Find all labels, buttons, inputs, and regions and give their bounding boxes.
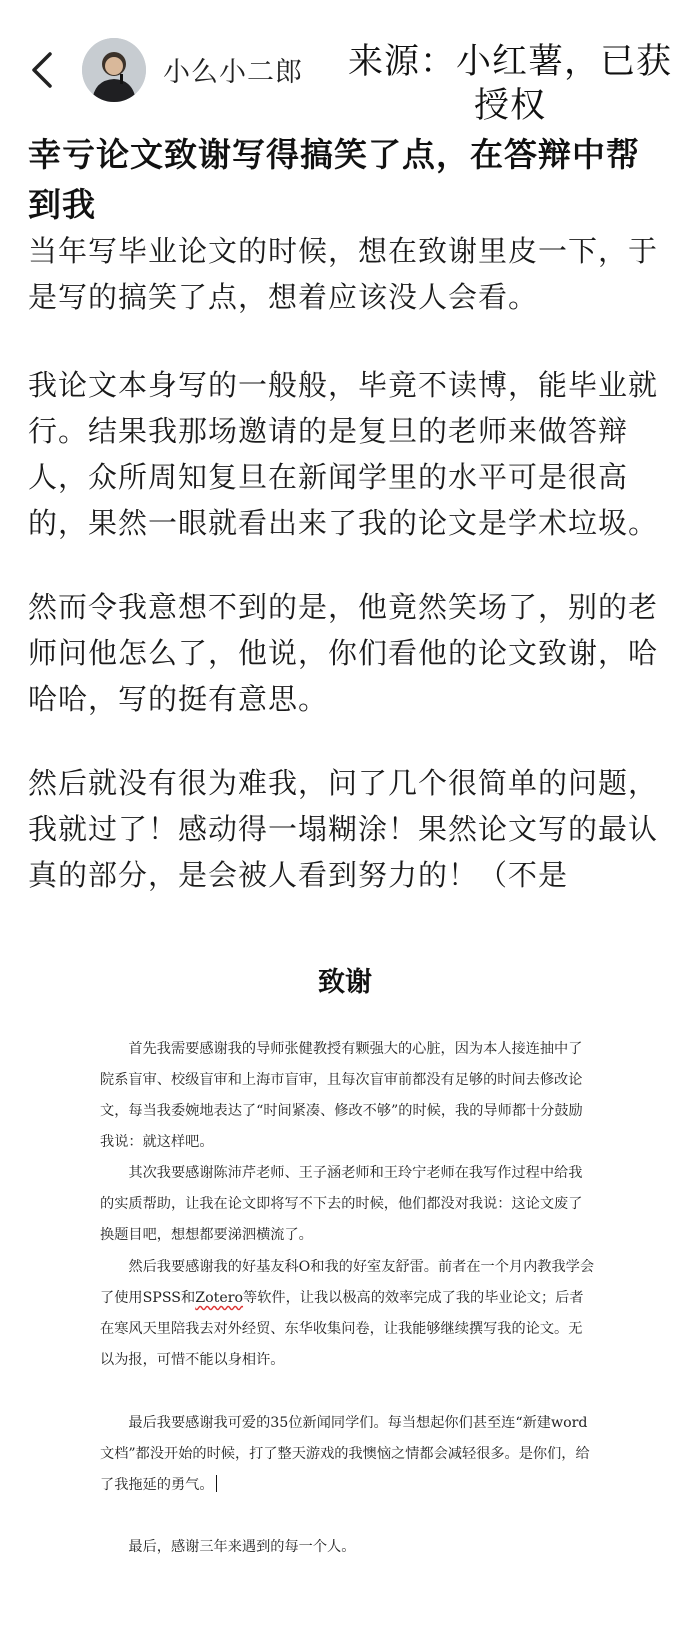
document-paragraph-2: 其次我要感谢陈沛芹老师、王子涵老师和王玲宁老师在我写作过程中给我的实质帮助，让我在论文即将写不下去的时候，他们都没对我说：这论文废了换题目吧，想想都要涕泗横流了。 — [100, 1165, 583, 1243]
source-note: 来源：小红薯，已获授权 — [347, 42, 672, 126]
back-icon[interactable] — [26, 46, 62, 94]
username[interactable]: 小么小二郎 — [163, 57, 303, 88]
post-paragraph-4: 然后就没有很为难我，问了几个很简单的问题，我就过了！感动得一塌糊涂！果然论文写的最认真的部分，是会被人看到努力的！（不是 — [28, 766, 659, 892]
avatar[interactable] — [82, 38, 146, 102]
text-cursor — [216, 1475, 218, 1492]
post-paragraph-2: 我论文本身写的一般般，毕竟不读博，能毕业就行。结果我那场邀请的是复旦的老师来做答辩人，众所周知复旦在新闻学里的水平可是很高的，果然一眼就看出来了我的论文是学术垃圾。 — [28, 368, 659, 540]
post-paragraph-3: 然而令我意想不到的是，他竟然笑场了，别的老师问他怎么了，他说，你们看他的论文致谢，哈哈哈，写的挺有意思。 — [28, 590, 659, 716]
post-title: 幸亏论文致谢写得搞笑了点，在答辩中帮到我 — [28, 135, 640, 224]
document-paragraph-3-part-1: 然后我要感谢我的好基友科O和我的好室友舒雷。前者在一个月内教我学会了使用SPSS和 — [100, 1259, 595, 1306]
document-paragraph-3-part-2: 等软件，让我以极高的效率完成了我的毕业论文；后者在寒风天里陪我去对外经贸、东华收集问卷，让我能够继续撰写我的论文。无以为报，可惜不能以身相许。 — [100, 1290, 584, 1368]
document-heading: 致谢 — [318, 967, 372, 998]
document-paragraph-3 — [100, 1252, 595, 1376]
document-paragraph-4 — [100, 1408, 595, 1501]
document-paragraph-1: 首先我需要感谢我的导师张健教授有颗强大的心脏，因为本人接连抽中了院系盲审、校级盲审和上海市盲审，且每次盲审前都没有足够的时间去修改论文，每当我委婉地表达了“时间紧凑、修改不够”的时候，我的导师都十分鼓励我说：就这样吧。 — [100, 1041, 583, 1150]
document-paragraph-4-text: 最后我要感谢我可爱的35位新闻同学们。每当想起你们甚至连“新建word文档”都没开始的时候，打了整天游戏的我懊恼之情都会减轻很多。是你们，给了我拖延的勇气。 — [100, 1415, 590, 1493]
top-bar — [0, 0, 690, 130]
post-paragraph-1: 当年写毕业论文的时候，想在致谢里皮一下，于是写的搞笑了点，想着应该没人会看。 — [28, 234, 659, 314]
document-paragraph-5: 最后，感谢三年来遇到的每一个人。 — [128, 1539, 356, 1555]
spellcheck-flagged-word: Zotero — [195, 1290, 244, 1306]
